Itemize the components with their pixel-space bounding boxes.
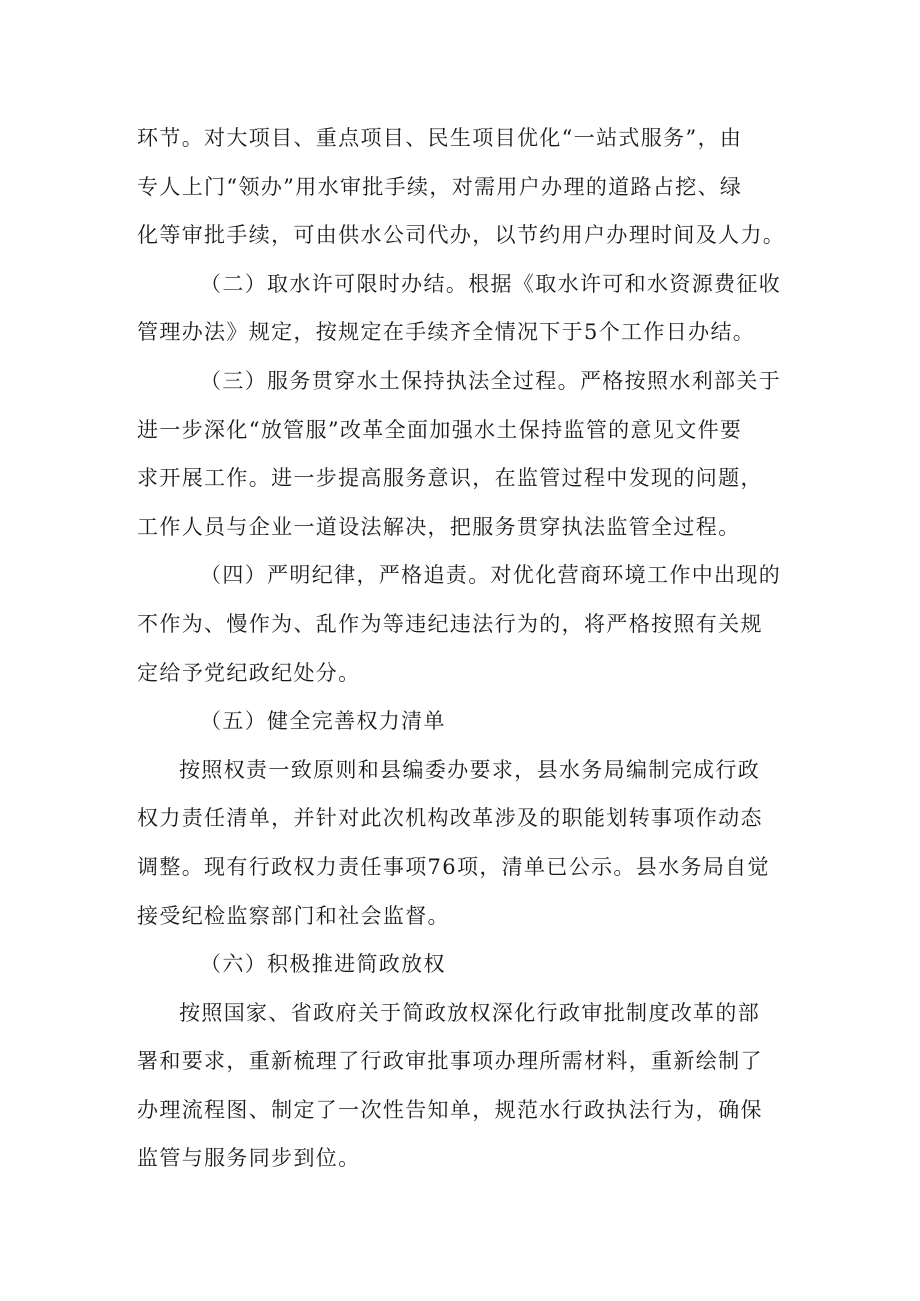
paragraph-line: 办理流程图、制定了一次性告知单，规范水行政执法行为，确保 (137, 1097, 763, 1122)
paragraph-line: 接受纪检监察部门和社会监督。 (137, 903, 450, 928)
paragraph-line: 求开展工作。进一步提高服务意识，在监管过程中发现的问题， (137, 466, 763, 491)
paragraph-line: 专人上门“领办”用水审批手续，对需用户办理的道路占挖、绿 (137, 174, 743, 199)
paragraph-line: 监管与服务同步到位。 (137, 1146, 361, 1171)
paragraph-line: 管理办法》规定，按规定在手续齐全情况下于5个工作日办结。 (137, 320, 756, 345)
paragraph-line: 定给予党纪政纪处分。 (137, 660, 361, 685)
paragraph-line: 不作为、慢作为、乱作为等违纪违法行为的，将严格按照有关规 (137, 611, 763, 636)
section-heading-5: （五）健全完善权力清单 (200, 709, 446, 734)
section-heading-6: （六）积极推进简政放权 (200, 952, 446, 977)
paragraph-line: 按照国家、省政府关于简政放权深化行政审批制度改革的部 (179, 1000, 761, 1025)
paragraph-line: 署和要求，重新梳理了行政审批事项办理所需材料，重新绘制了 (137, 1049, 763, 1074)
paragraph-line: 工作人员与企业一道设法解决，把服务贯穿执法监管全过程。 (137, 514, 741, 539)
paragraph-line: 化等审批手续，可由供水公司代办，以节约用户办理时间及人力。 (137, 223, 786, 248)
paragraph-line: 进一步深化“放管服”改革全面加强水土保持监管的意见文件要 (137, 417, 743, 442)
paragraph-line: 调整。现有行政权力责任事项76项，清单已公示。县水务局自觉 (137, 854, 770, 879)
paragraph-line: 按照权责一致原则和县编委办要求，县水务局编制完成行政 (179, 757, 761, 782)
section-heading-3: （三）服务贯穿水土保持执法全过程。严格按照水利部关于 (200, 368, 782, 393)
document-body (137, 114, 797, 1183)
paragraph-line: 权力责任清单，并针对此次机构改革涉及的职能划转事项作动态 (137, 806, 763, 831)
paragraph-line: 环节。对大项目、重点项目、民生项目优化“一站式服务”，由 (137, 126, 743, 150)
section-heading-2: （二）取水许可限时办结。根据《取水许可和水资源费征收 (200, 271, 782, 296)
section-heading-4: （四）严明纪律，严格追责。对优化营商环境工作中出现的 (200, 563, 782, 588)
